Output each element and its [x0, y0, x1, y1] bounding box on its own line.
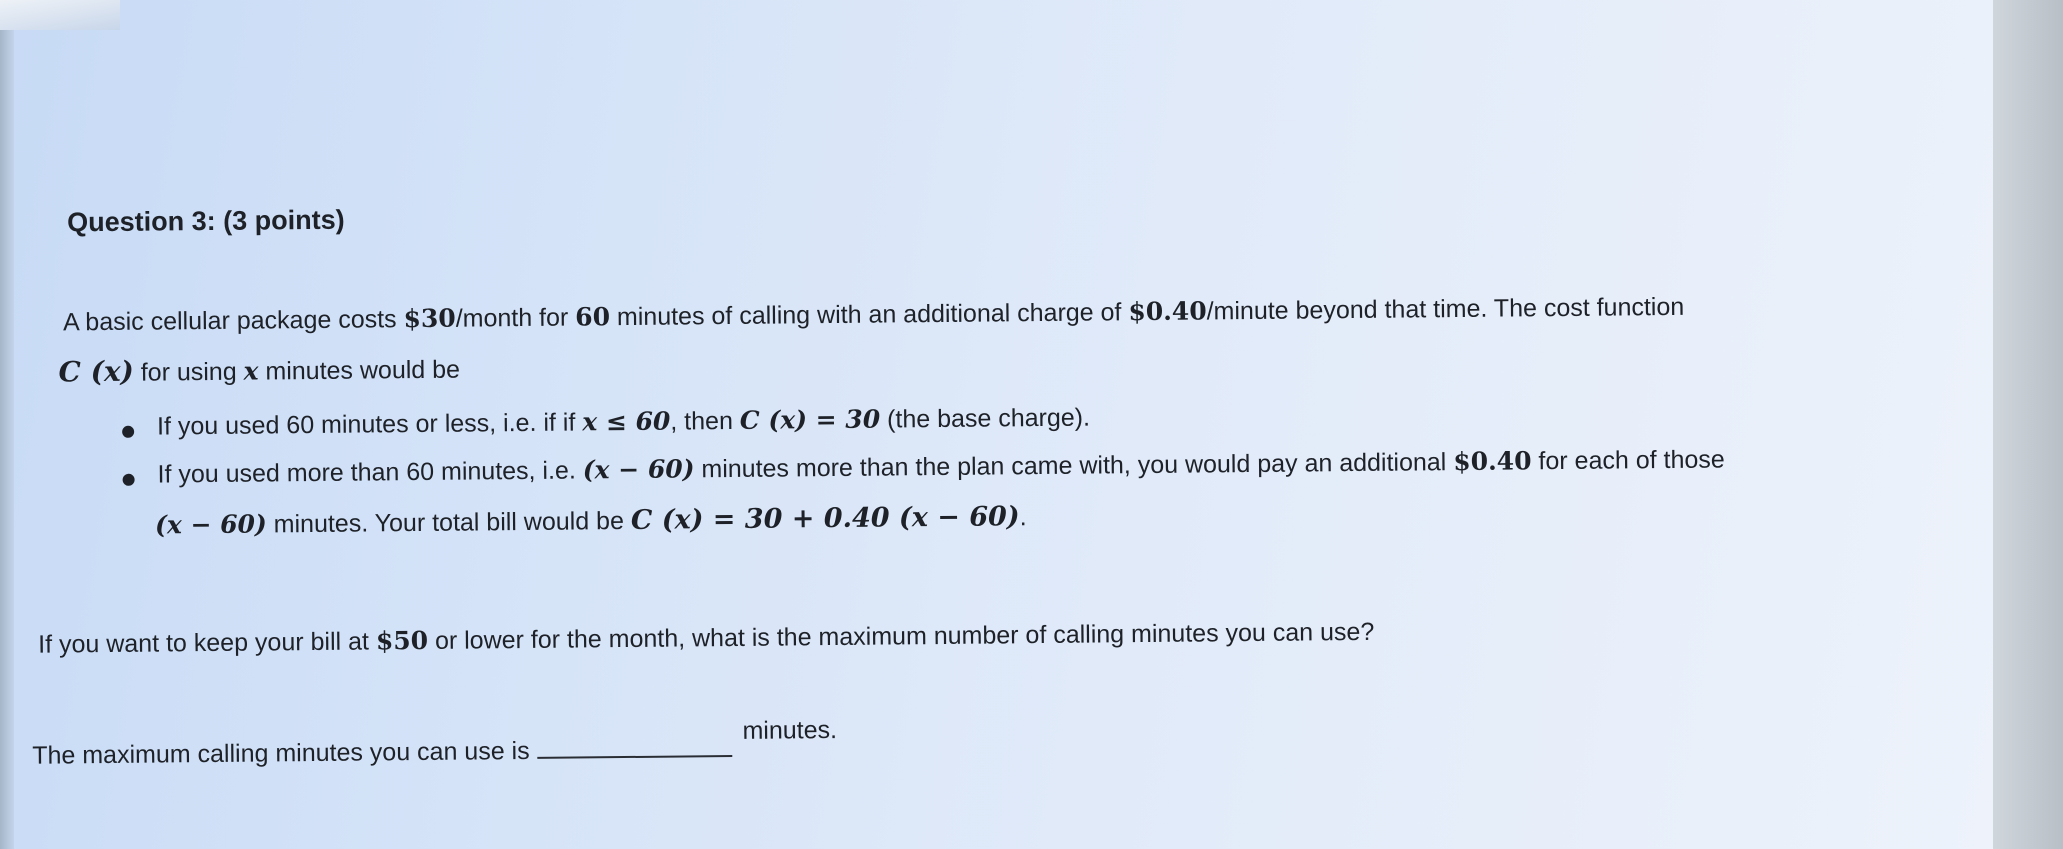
- bullet-text: , then: [670, 406, 740, 436]
- bullet-text: (the base charge).: [880, 403, 1091, 434]
- answer-line: [32, 716, 838, 771]
- intro-line-1: [63, 292, 1684, 338]
- answer-blank[interactable]: [538, 754, 733, 759]
- per-minute-rate: $0.40: [1128, 296, 1207, 327]
- answer-unit: minutes.: [742, 716, 838, 745]
- bullet-2-line-2: [155, 501, 1027, 540]
- bullet-text: minutes. Your total bill would be: [266, 506, 632, 539]
- cost-function: C (x): [58, 354, 134, 389]
- bullet-text: for each of those: [1531, 445, 1725, 476]
- bullet-text: .: [1019, 503, 1027, 532]
- prompt-text: If you want to keep your bill at: [38, 627, 376, 659]
- intro-text: /month for: [455, 303, 576, 333]
- extra-minutes-math: (x − 60): [154, 509, 267, 540]
- monthly-cost: $30: [403, 303, 456, 334]
- intro-text: minutes of calling with an additional charge of: [609, 298, 1129, 332]
- total-cost-formula: C (x) = 30 + 0.40 (x − 60): [630, 501, 1020, 536]
- intro-line-2: [58, 352, 460, 389]
- bullet-text: minutes more than the plan came with, you would pay an additional: [694, 448, 1454, 484]
- intro-text: minutes would be: [258, 355, 461, 386]
- bullet-1: [157, 403, 1090, 442]
- base-cost-math: C (x) = 30: [739, 404, 881, 435]
- intro-text: A basic cellular package costs: [62, 305, 404, 337]
- bullet-text: If you used more than 60 minutes, i.e.: [157, 456, 583, 489]
- budget-amount: $50: [375, 625, 429, 656]
- variable-x: x: [243, 356, 259, 386]
- bullet-2-line-1: [157, 444, 1724, 489]
- bullet-text: If you used 60 minutes or less, i.e. if if: [156, 408, 583, 441]
- question-title: Question 3: (3 points): [66, 204, 345, 238]
- extra-rate: $0.40: [1453, 446, 1532, 477]
- question-prompt: [38, 617, 1374, 660]
- base-minutes: 60: [575, 302, 611, 332]
- bullet-dot: [122, 426, 134, 438]
- prompt-text: or lower for the month, what is the maximum number of calling minutes you can use?: [427, 617, 1375, 655]
- extra-minutes-math: (x − 60): [582, 454, 695, 485]
- bullet-dot: [123, 474, 135, 486]
- intro-text: /minute beyond that time. The cost function: [1206, 292, 1685, 326]
- answer-label: The maximum calling minutes you can use is: [32, 736, 530, 770]
- condition-math: x ≤ 60: [582, 406, 671, 437]
- intro-text: for using: [133, 357, 244, 387]
